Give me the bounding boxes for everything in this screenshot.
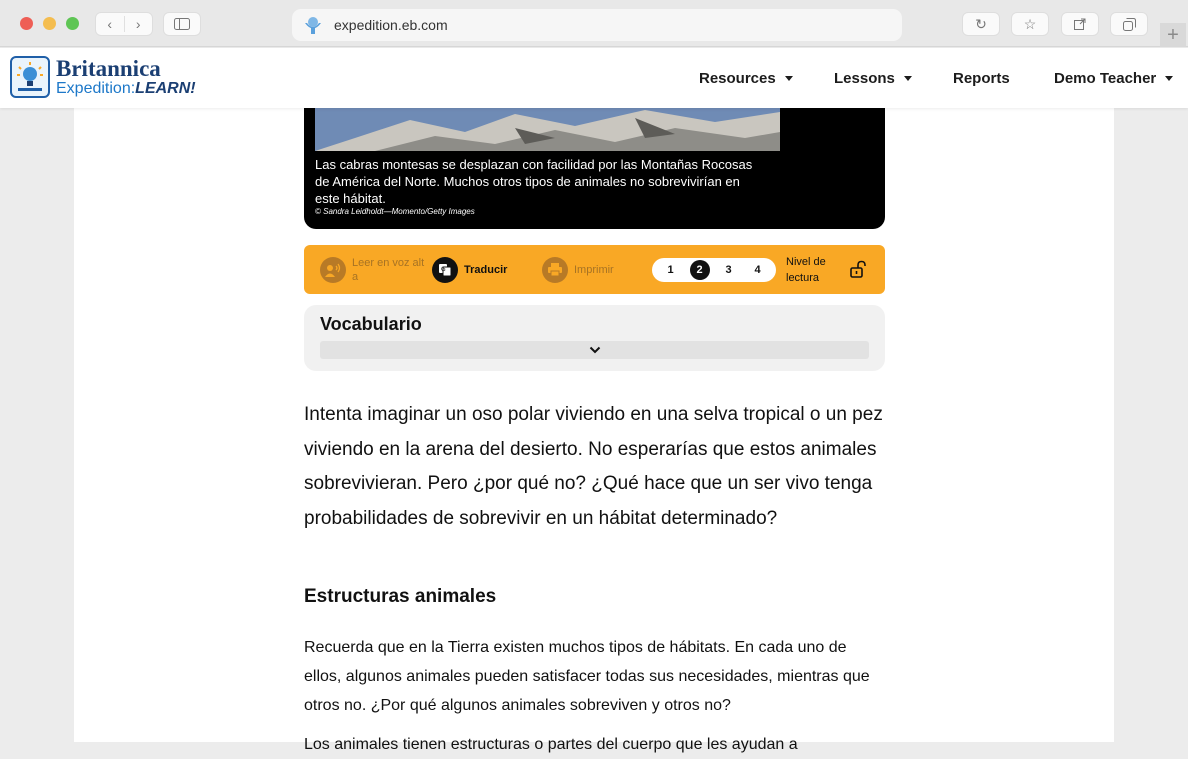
mountain-goat-photo [315,108,780,151]
article-figure [304,108,885,229]
reading-level-selector [652,258,776,282]
article-paragraph-next: Los animales tienen estructuras o partes del cuerpo que les ayudan a [304,736,798,753]
translate-icon [432,257,458,283]
read-aloud-label: Leer en voz alt a [352,256,425,283]
caret-down-icon [785,76,793,81]
figure-caption: Las cabras montesas se desplazan con facilidad por las Montañas Rocosas de América del Norte. Muchos otros tipos de animales no sobrevivirían en este hábitat. [315,157,753,206]
chevron-down-icon [589,346,601,354]
unlock-icon[interactable] [850,260,866,283]
minimize-window-button[interactable] [43,17,56,30]
zoom-window-button[interactable] [66,17,79,30]
site-header [0,48,1188,108]
forward-icon[interactable]: › [135,16,141,32]
read-aloud-icon [320,257,346,283]
nav-reports-label: Reports [953,69,1010,87]
level-4-option[interactable]: 4 [754,264,761,276]
share-button[interactable] [1061,12,1099,36]
address-bar[interactable] [292,9,902,41]
nav-resources-label: Resources [699,69,776,87]
caret-down-icon [1165,76,1173,81]
translate-button[interactable] [432,245,507,294]
browser-toolbar [0,0,1188,47]
print-label: Imprimir [574,263,614,276]
britannica-logo[interactable] [10,56,196,98]
logo-brand-text: Britannica [56,56,161,81]
article-lead-paragraph: Intenta imaginar un oso polar viviendo en una selva tropical o un pez viviendo en la arena del desierto. No esperarías que estos animales sobrevivieran. Pero ¿por qué no? ¿Qué hace que un ser vivo tenga probabilidades de sobrevivir en un hábitat determinado? [304,404,883,529]
sidebar-toggle-button[interactable] [163,12,201,36]
sidebar-icon [174,18,190,30]
reading-level-label: Nivel de lectura [786,256,826,284]
section-heading: Estructuras animales [304,586,497,607]
reload-icon: ↻ [975,15,987,32]
logo-product-text: Expedition:LEARN! [56,80,196,97]
tab-overview-button[interactable] [1110,12,1148,36]
print-button[interactable] [542,245,614,294]
article-paragraph: Recuerda que en la Tierra existen muchos tipos de hábitats. En cada uno de ellos, algunos animales pueden satisfacer todas sus necesidades, mientras que otros no. ¿Por qué algunos animales sobreviven y otros no? [304,639,870,714]
level-2-option[interactable]: 2 [690,260,710,280]
back-icon[interactable]: ‹ [96,16,125,32]
close-window-button[interactable] [20,17,33,30]
site-favicon-icon [302,14,324,36]
reload-button[interactable] [962,12,1000,36]
share-icon [1074,18,1086,30]
lightbulb-icon [10,56,50,98]
level-3-option[interactable]: 3 [725,264,732,276]
caret-down-icon [904,76,912,81]
url-text: expedition.eb.com [334,17,448,33]
reading-toolbar [304,245,885,294]
nav-user-label: Demo Teacher [1054,69,1157,87]
read-aloud-button[interactable] [320,245,430,294]
translate-label: Traducir [464,263,508,276]
nav-resources[interactable] [699,48,793,108]
new-tab-button[interactable] [1160,23,1186,47]
print-icon [542,257,568,283]
bookmark-button[interactable] [1011,12,1049,36]
svg-text:G: G [441,265,446,273]
history-navigation [95,12,153,36]
vocabulary-expand-button[interactable] [320,341,869,359]
page-body [74,108,1114,753]
nav-lessons-label: Lessons [834,69,895,87]
nav-lessons[interactable] [834,48,912,108]
nav-reports[interactable] [953,48,1010,108]
nav-user-menu[interactable] [1054,48,1173,108]
vocabulary-title: Vocabulario [320,314,422,334]
plus-icon: + [1167,23,1179,46]
figure-credit: © Sandra Leidholdt—Momento/Getty Images [315,207,475,216]
vocabulary-panel [304,305,885,371]
star-icon: ☆ [1023,15,1037,32]
tabs-icon [1123,18,1136,31]
level-1-option[interactable]: 1 [667,264,674,276]
